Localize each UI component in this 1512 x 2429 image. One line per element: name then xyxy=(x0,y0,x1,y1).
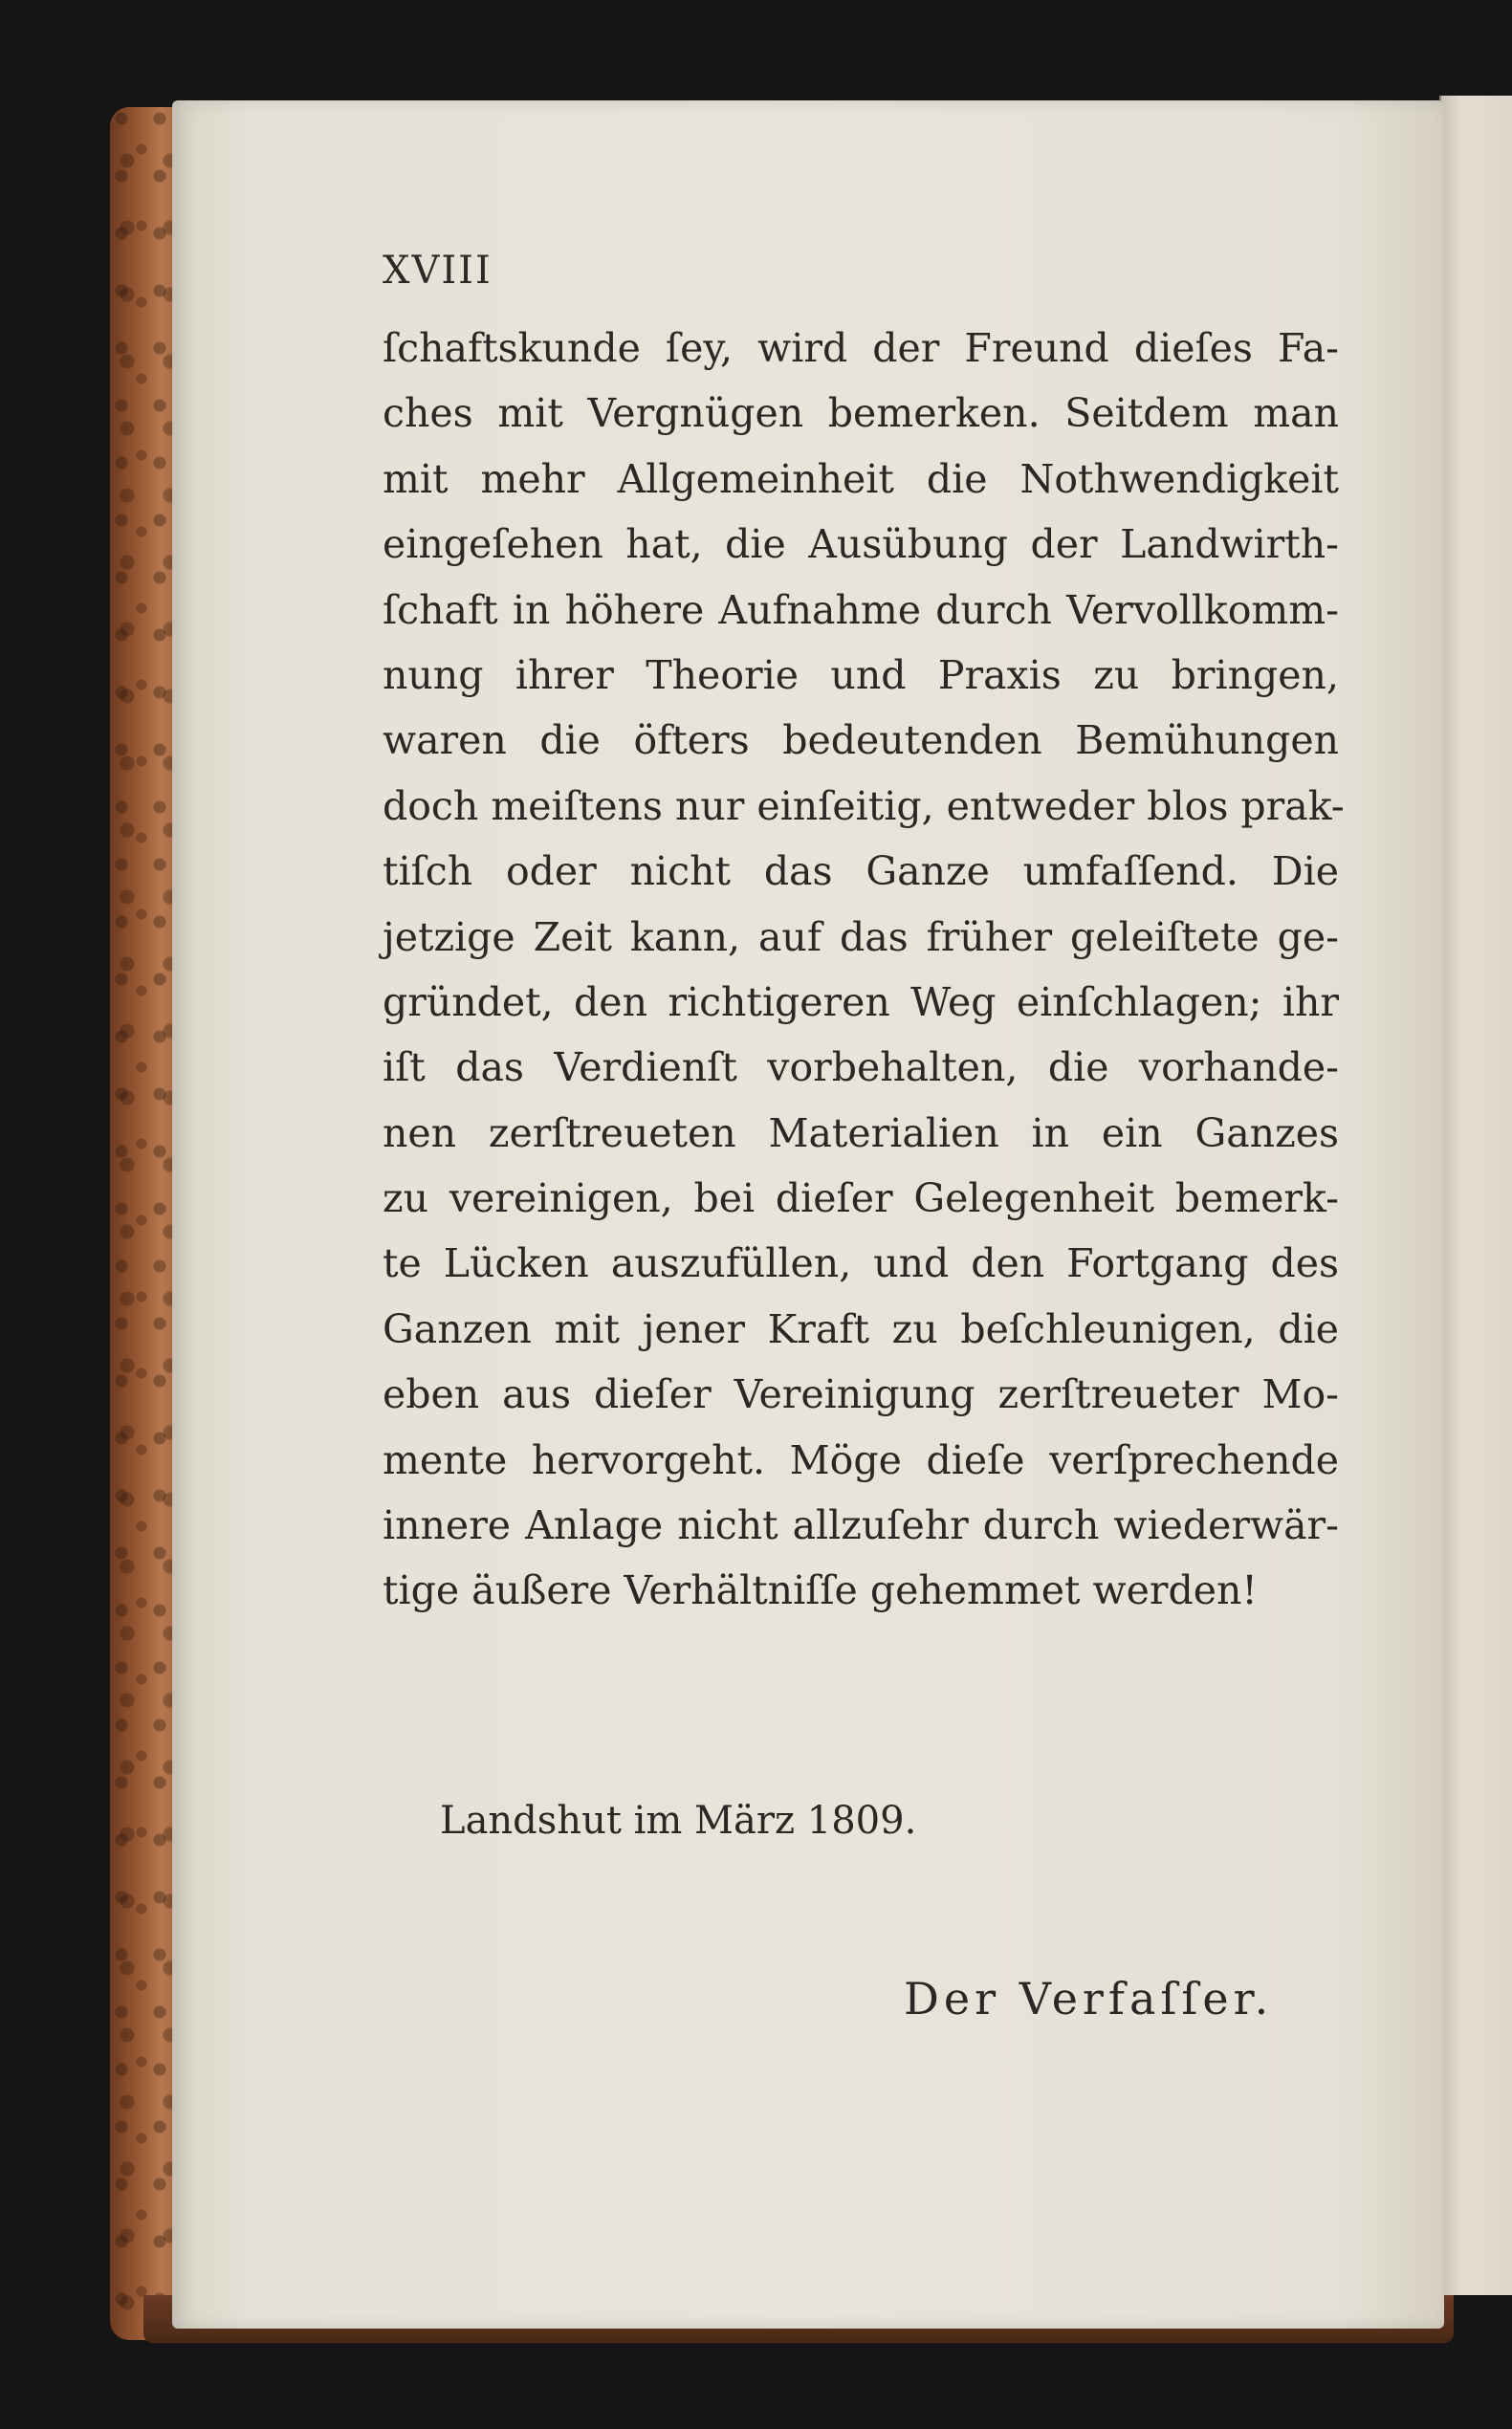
text-line: iſt das Verdienſt vorbehalten, die vorhande- xyxy=(383,1044,1339,1091)
text-line: zu vereinigen, bei dieſer Gelegenheit bemerk- xyxy=(383,1175,1339,1222)
text-line: te Lücken auszufüllen, und den Fortgang des xyxy=(383,1240,1339,1287)
text-line: innere Anlage nicht allzuſehr durch wiederwär- xyxy=(383,1502,1339,1549)
text-line: waren die öfters bedeutenden Bemühungen xyxy=(383,717,1339,764)
text-line: ches mit Vergnügen bemerken. Seitdem man xyxy=(383,390,1339,437)
body-text xyxy=(383,316,1345,1624)
book-page xyxy=(172,100,1444,2329)
place-date: Landshut im März 1809. xyxy=(440,1799,917,1843)
page-number: XVIII xyxy=(383,249,493,293)
text-line: gründet, den richtigeren Weg einſchlagen; ihr xyxy=(383,978,1339,1025)
text-line: mente hervorgeht. Möge dieſe verſprechende xyxy=(383,1436,1339,1483)
text-line: Ganzen mit jener Kraft zu beſchleunigen, die xyxy=(383,1305,1339,1352)
text-line: jetzige Zeit kann, auf das früher geleiſtete ge- xyxy=(383,913,1339,960)
author-signature: Der Verfaſſer. xyxy=(904,1973,1274,2024)
text-line: doch meiſtens nur einſeitig, entweder blos prak- xyxy=(383,782,1345,829)
text-line: nung ihrer Theorie und Praxis zu bringen, xyxy=(383,651,1339,698)
next-page-edge xyxy=(1439,96,1512,2295)
text-line: nen zerſtreueten Materialien in ein Ganzes xyxy=(383,1109,1339,1156)
text-line: ſchaftskunde ſey, wird der Freund dieſes Fa- xyxy=(383,325,1339,371)
text-line: eingeſehen hat, die Ausübung der Landwirth- xyxy=(383,521,1339,568)
text-line: tiſch oder nicht das Ganze umfaſſend. Die xyxy=(383,848,1339,895)
text-line: mit mehr Allgemeinheit die Nothwendigkeit xyxy=(383,455,1339,502)
text-line: tige äußere Verhältniſſe gehemmet werden! xyxy=(383,1567,1258,1614)
text-line: eben aus dieſer Vereinigung zerſtreueter Mo- xyxy=(383,1371,1339,1418)
text-line: ſchaft in höhere Aufnahme durch Vervollkomm- xyxy=(383,586,1339,633)
